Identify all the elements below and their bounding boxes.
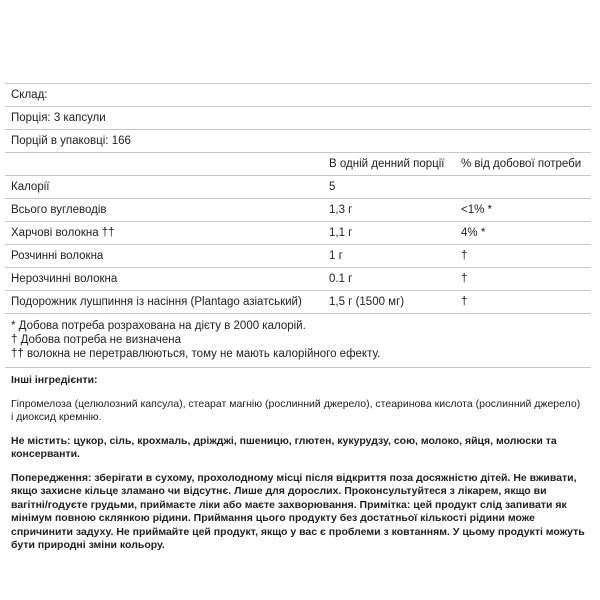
footnote: †† волокна не перетравлюються, тому не мають калорійного ефекту. [11, 348, 381, 360]
footnote: † Добова потреба не визначена [11, 334, 182, 346]
nutrient-name: Харчові волокна †† [5, 222, 323, 245]
nutrient-row [5, 268, 591, 291]
nutrient-daily-value: † [455, 291, 591, 314]
does-not-contain: Не містить: цукор, сіль, крохмаль, дріжджі, пшеницю, глютен, кукурудзу, сою, молоко, яйця, молюски та консерванти. [11, 434, 557, 460]
servings-per-container-row [5, 130, 591, 153]
nutrient-amount: 1,3 г [323, 199, 455, 222]
nutrient-amount: 0.1 г [323, 268, 455, 291]
nutrient-row [5, 291, 591, 314]
nutrient-amount: 1,1 г [323, 222, 455, 245]
warnings: Попередження: зберігати в сухому, прохолодному місці після відкриття поза досяжністю дітей. Не вживати, якщо захисне кільце зламано чи відсутнє. Лише для дорослих. Проконсультуйтеся з лікарем, якщо ви вагітні/годуєте грудьми, приймаєте ліки або маєте захворювання. Примітка: цей продукт слід запивати як мінімум повною склянкою рідини. Приймання цього продукту без достатньої кількості рідини може спричинити задуху. Не приймайте цей продукт, якщо у вас є проблеми з ковтанням. У цьому продукті можуть бути природні зміни кольору. [11, 471, 585, 551]
nutrient-name: Розчинні волокна [5, 245, 323, 268]
composition-row [5, 84, 591, 107]
nutrient-daily-value: † [455, 268, 591, 291]
nutrient-name: Подорожник лушпиння із насіння (Plantago азіатський) [5, 291, 323, 314]
nutrient-amount: 5 [323, 176, 455, 199]
servings-per-container: Порцій в упаковці: 166 [5, 130, 591, 153]
nutrient-name: Калорії [5, 176, 323, 199]
nutrient-row [5, 176, 591, 199]
nutrient-name: Нерозчинні волокна [5, 268, 323, 291]
serving-size-row [5, 107, 591, 130]
column-header-row [5, 153, 591, 176]
footnote: * Добова потреба розрахована на дієту в 2000 калорій. [11, 320, 306, 332]
nutrient-amount: 1 г [323, 245, 455, 268]
nutrient-daily-value [455, 176, 591, 199]
supplement-facts [5, 83, 591, 563]
nutrient-amount: 1,5 г (1500 мг) [323, 291, 455, 314]
supplement-facts-table [5, 83, 591, 314]
nutrient-row [5, 199, 591, 222]
nutrient-daily-value: † [455, 245, 591, 268]
column-header-daily-value: % від добової потреби [455, 153, 591, 176]
nutrient-daily-value: 4% * [455, 222, 591, 245]
other-ingredients-heading: Інші інгредієнти: [11, 374, 98, 386]
nutrient-name: Всього вуглеводів [5, 199, 323, 222]
footnotes [5, 314, 591, 368]
serving-size: Порція: 3 капсули [5, 107, 591, 130]
nutrient-row [5, 222, 591, 245]
other-ingredients: Гіпромелоза (целюлозний капсула), стеарат магнію (рослинний джерело), стеаринова кислота (рослинний джерело) і диоксид кремнію. [11, 397, 581, 423]
composition-label: Склад: [5, 84, 591, 107]
nutrient-row [5, 245, 591, 268]
nutrient-daily-value: <1% * [455, 199, 591, 222]
column-header-per-serving: В одній денний порції [323, 153, 455, 176]
additional-info [5, 368, 591, 553]
column-header-empty [5, 153, 323, 176]
